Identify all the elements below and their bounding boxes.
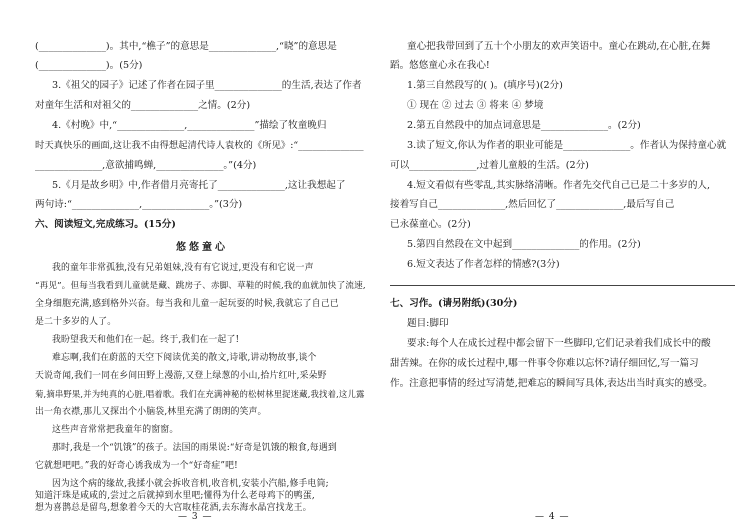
essay-line: 菊,摘串野果,并为纯真的心脏,唱着歌。我们在充满神秘的松树林里捉迷藏,我找着,这儿露 bbox=[35, 389, 365, 399]
essay-line: 它就想吧吧。”我的好奇心诱我成为一个“好奇症”吧! bbox=[35, 461, 238, 471]
question-line: 1.第三自然段写的( )。(填序号)(2分) bbox=[407, 80, 563, 91]
intro-line: 童心把我带回到了五十个小朋友的欢声笑语中。童心在跳动,在心脏,在舞 bbox=[407, 41, 711, 52]
essay-line: 是二十多岁的人了。 bbox=[35, 317, 117, 327]
question-line: 可以______________,过着儿童般的生活。(2分) bbox=[390, 160, 589, 171]
essay-line: “再见”。但每当我看到儿童就是藏、跳房子、赤脚、草鞋的时候,我的血就加快了流速, bbox=[35, 281, 366, 291]
question-line: 时天真快乐的画面,这让我不由得想起清代诗人袁枚的《所见》:“______________ bbox=[35, 140, 364, 151]
essay-line: 天说奇闻,我们一同在乡间田野上漫游,又登上绿葱的小山,拾片红叶,采朵野 bbox=[35, 371, 327, 381]
requirement-line: 作。注意把事情的经过写清楚,把难忘的瞬间写具体,表达出当时真实的感受。 bbox=[390, 378, 713, 389]
question-line: 5.第四自然段在文中起到______________的作用。(2分) bbox=[407, 239, 641, 250]
question-line: (______________)。其中,“樵子”的意思是______________,“晓”的意思是 bbox=[35, 41, 337, 52]
essay-title: 悠悠童心 bbox=[176, 242, 228, 253]
question-line: 对童年生活和对祖父的______________之情。(2分) bbox=[35, 100, 251, 111]
question-line: 已永葆童心。(2分) bbox=[390, 219, 471, 230]
section-heading: 六、阅读短文,完成练习。(15分) bbox=[35, 219, 176, 230]
answer-rule bbox=[390, 285, 735, 286]
essay-line: 那时,我是一个“饥饿”的孩子。法国的雨果说:“好奇是饥饿的粮食,每遇到 bbox=[52, 443, 337, 453]
essay-topic: 题目:脚印 bbox=[407, 318, 449, 329]
essay-line: 我盼望我天和他们在一起。终于,我们在一起了! bbox=[52, 335, 240, 345]
essay-line: 知道汗珠是咸咸的,尝过之后就掉到水里吧;懂得为什么老母鸡下的鸭蛋, bbox=[35, 491, 315, 501]
question-line: (______________)。(5分) bbox=[35, 60, 143, 71]
question-options: ① 现在 ② 过去 ③ 将来 ④ 梦境 bbox=[407, 100, 544, 111]
question-line: 3.《祖父的园子》记述了作者在园子里______________的生活,表达了作者 bbox=[52, 80, 362, 91]
essay-line: 难忘啊,我们在蔚蓝的天空下阅读优美的散文,诗歌,讲动物故事,谈个 bbox=[52, 353, 317, 363]
intro-line: 蹈。悠悠童心永在我心! bbox=[390, 60, 490, 71]
essay-line: 我的童年非常孤独,没有兄弟姐妹,没有有它说过,更没有和它说一声 bbox=[52, 263, 314, 273]
question-line: 6.短文表达了作者怎样的情感?(3分) bbox=[407, 259, 560, 270]
question-line: 4.《村晚》中,“______________,______________”描绘了牧童晚归 bbox=[52, 120, 327, 131]
section-heading: 七、习作。(请另附纸)(30分) bbox=[390, 298, 518, 309]
question-line: 两句诗:“______________,______________。”(3分) bbox=[35, 199, 243, 210]
essay-line: 全身细胞充满,感到格外兴奋。每当我和儿童一起玩耍的时候,我就忘了自己已 bbox=[35, 299, 339, 309]
requirement-line: 要求:每个人在成长过程中都会留下一些脚印,它们记录着我们成长中的酸 bbox=[407, 338, 711, 349]
requirement-line: 甜苦辣。在你的成长过程中,哪一件事令你难以忘怀?请仔细回忆,写一篇习 bbox=[390, 358, 699, 369]
question-line: 3.读了短文,你认为作者的职业可能是______________。作者认为保持童心就 bbox=[407, 140, 727, 151]
question-line: 4.短文看似有些零乱,其实脉络清晰。作者先交代自己已是二十多岁的人, bbox=[407, 180, 711, 191]
page-number: — 4 — bbox=[535, 512, 570, 522]
essay-line: 出一角衣襟,那儿又探出个小脑袋,林里充满了朗朗的笑声。 bbox=[35, 407, 267, 417]
page-number: — 3 — bbox=[178, 512, 213, 522]
question-line: 接着写自己______________,然后回忆了______________,最后写自己 bbox=[390, 199, 675, 210]
question-line: 5.《月是故乡明》中,作者借月亮寄托了______________,这让我想起了 bbox=[52, 180, 346, 191]
essay-line: 想为喜鹊总是留鸟,想象着今天的大宫取桂花酒,去东海水晶宫找龙王。 bbox=[35, 503, 312, 513]
essay-line: 因为这个病的缘故,我揉小就会拆收音机,收音机,安装小汽船,修手电筒; bbox=[52, 479, 329, 489]
question-line: 2.第五自然段中的加点词意思是______________。(2分) bbox=[407, 120, 641, 131]
question-line: ______________,意欲捕鸣蝉,______________。”(4分) bbox=[35, 160, 257, 171]
essay-line: 这些声音常常把我童年的窗窗。 bbox=[52, 425, 179, 435]
